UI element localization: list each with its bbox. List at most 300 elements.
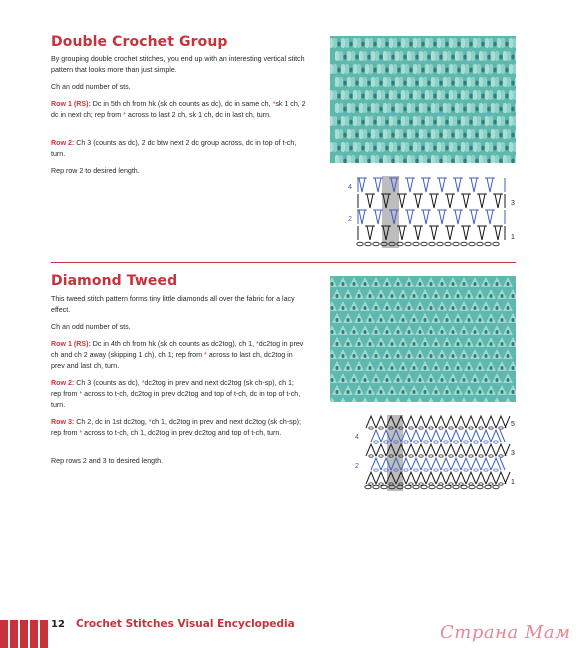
stitch-gap [430,378,433,382]
stitch-texture [471,129,475,139]
stitch-gap [485,306,488,310]
stitch-gap [421,146,424,151]
stitch-gap [433,42,436,47]
stitch-gap [380,366,383,370]
stitch-texture [513,142,516,152]
stitch-gap [463,306,466,310]
stitch-gap [343,107,346,112]
stitch-texture [347,103,351,113]
chain-stitch-symbol [409,427,413,429]
stitch-gap [499,55,502,60]
stitch-texture [419,129,423,139]
stitch-gap [386,330,389,334]
stitch-gap [424,294,427,298]
stitch-texture [465,116,469,126]
dc2tog-symbol [456,444,466,456]
stitch-texture [411,103,415,113]
stitch-texture [423,103,427,113]
dc2tog-symbol [486,444,496,456]
stitch-texture [473,38,477,48]
double-crochet-symbol [370,226,373,240]
stitch-gap [349,94,352,99]
stitch-gap [433,146,436,151]
stitch-texture [347,129,351,139]
stitch-texture [389,90,393,100]
stitch-texture [431,77,435,87]
stitch-texture [467,129,471,139]
diagram-row-label: 5 [511,421,515,428]
stitch-gap [358,318,361,322]
double-crochet-symbol [434,226,437,240]
stitch-texture [339,77,343,87]
stitch-gap [385,146,388,151]
stitch-texture [345,64,349,74]
stitch-gap [481,42,484,47]
stitch-gap [468,342,471,346]
stitch-gap [493,42,496,47]
stitch-texture [443,51,447,61]
stitch-texture [489,38,493,48]
stitch-texture [333,142,337,152]
stitch-gap [474,306,477,310]
stitch-texture [389,142,393,152]
stitch-gap [452,330,455,334]
chain-stitch-symbol [365,485,371,489]
chain-stitch-symbol [484,441,488,443]
stitch-texture [477,90,481,100]
double-crochet-symbol [474,210,477,224]
stitch-texture [335,103,339,113]
chain-stitch-symbol [369,455,373,457]
stitch-texture [449,38,453,48]
stitch-texture [359,129,363,139]
stitch-texture [407,51,411,61]
stitch-texture [351,51,355,61]
stitch-gap [373,42,376,47]
stitch-texture [411,51,415,61]
stitch-gap [353,378,356,382]
stitch-texture [489,116,493,126]
stitch-texture [393,90,397,100]
chain-stitch-symbol [479,455,483,457]
chain-stitch-symbol [459,483,463,485]
stitch-gap [457,294,460,298]
stitch-texture [371,129,375,139]
stitch-texture [465,64,469,74]
row-text: Ch 2, dc in 1st dc2tog, [74,418,149,426]
stitch-texture [389,38,393,48]
stitch-texture [447,103,451,113]
stitch-texture [459,77,463,87]
stitch-gap [355,107,358,112]
stitch-gap [445,146,448,151]
dc2tog-symbol [491,430,501,442]
stitch-gap [336,390,339,394]
chain-stitch-symbol [477,242,483,246]
stitch-gap [441,330,444,334]
chain-stitch-symbol [421,485,427,489]
stitch-gap [435,342,438,346]
stitch-gap [337,146,340,151]
stitch-texture [453,64,457,74]
stitch-gap [479,294,482,298]
chain-stitch-symbol [424,469,428,471]
chain-stitch-symbol [379,455,383,457]
stitch-gap [424,318,427,322]
dc2tog-symbol [371,430,381,442]
stitch-texture [411,155,415,163]
stitch-gap [369,318,372,322]
stitch-texture [495,155,499,163]
stitch-gap [511,81,514,86]
stitch-texture [437,38,441,48]
stitch-texture [461,90,465,100]
stitch-texture [365,90,369,100]
stitch-texture [363,129,367,139]
double-crochet-symbol [402,194,405,208]
stitch-texture [431,51,435,61]
stitch-gap [481,120,484,125]
stitch-texture [369,116,373,126]
stitch-texture [381,38,385,48]
stitch-gap [402,366,405,370]
stitch-gap [373,120,376,125]
stitch-gap [397,68,400,73]
dc2tog-symbol [406,416,416,428]
chain-stitch-symbol [429,242,435,246]
stitch-texture [341,64,345,74]
double-crochet-symbol [498,194,501,208]
stitch-texture [437,116,441,126]
chain-stitch-symbol [494,469,498,471]
dc2tog-symbol [411,430,421,442]
stitch-gap [364,354,367,358]
stitch-texture [441,38,445,48]
row-label: Row 2: [51,139,75,147]
stitch-texture [405,116,409,126]
chain-stitch-symbol [429,427,433,429]
stitch-texture [509,90,513,100]
stitch-texture [369,38,373,48]
stitch-gap [463,354,466,358]
stitch-gap [457,342,460,346]
stitch-texture [473,116,477,126]
stitch-gap [446,366,449,370]
dc2tog-symbol [466,472,476,484]
double-crochet-symbol [362,210,365,224]
dc2tog-symbol [451,430,461,442]
double-crochet-symbol [466,226,469,240]
stitch-texture [453,142,457,152]
stitch-texture [467,155,471,163]
stitch-gap [493,68,496,73]
stitch-gap [336,318,339,322]
stitch-texture [479,51,483,61]
stitch-gap [439,107,442,112]
stitch-texture [483,103,487,113]
double-crochet-symbol [439,178,442,192]
stitch-texture [405,64,409,74]
stitch-texture [485,90,489,100]
stitch-gap [487,133,490,138]
stitch-gap [490,390,493,394]
stitch-gap [512,294,515,298]
stitch-texture [363,51,367,61]
stitch-texture [345,116,349,126]
chain-stitch-symbol [424,441,428,443]
stitch-texture [495,103,499,113]
chain-stitch-symbol [449,483,453,485]
stitch-texture [491,155,495,163]
double-crochet-symbol [410,210,413,224]
stitch-texture [405,38,409,48]
stitch-gap [349,42,352,47]
stitch-gap [349,120,352,125]
stitch-gap [451,55,454,60]
stitch-gap [474,354,477,358]
stitch-gap [403,133,406,138]
stitch-texture [483,51,487,61]
stitch-gap [369,366,372,370]
stitch-gap [337,68,340,73]
stitch-texture [399,77,403,87]
row-text: across to last ch, dc2tog in prev and last ch, turn. [51,351,293,371]
chain-stitch-symbol [479,427,483,429]
stitch-gap [512,318,515,322]
chain-stitch-symbol [449,427,453,429]
dc2tog-symbol [421,430,431,442]
double-crochet-symbol [482,226,485,240]
stitch-texture [473,142,477,152]
stitch-texture [477,142,481,152]
chain-stitch-symbol [464,441,468,443]
stitch-texture [335,77,339,87]
stitch-gap [474,378,477,382]
stitch-gap [408,306,411,310]
stitch-texture [495,77,499,87]
stitch-gap [475,55,478,60]
stitch-gap [349,146,352,151]
stitch-texture [357,38,361,48]
stitch-texture [395,51,399,61]
stitch-texture [389,116,393,126]
stitch-gap [424,390,427,394]
diagram-row-label: 4 [348,184,352,191]
dc2tog-symbol [426,416,436,428]
chain-stitch-symbol [485,485,491,489]
stitch-texture [347,155,351,163]
stitch-texture [501,64,505,74]
section-title-double-crochet-group: Double Crochet Group [51,34,228,50]
stitch-texture [429,64,433,74]
chain-stitch-symbol [369,427,373,429]
double-crochet-symbol [466,194,469,208]
stitch-texture [471,155,475,163]
stitch-gap [499,107,502,112]
stitch-gap [342,306,345,310]
stitch-texture [425,38,429,48]
chain-stitch-symbol [439,427,443,429]
stitch-texture [371,155,375,163]
stitch-texture [497,38,501,48]
stitch-texture [369,142,373,152]
double-crochet-symbol [410,178,413,192]
stitch-gap [347,366,350,370]
stitch-texture [407,77,411,87]
stitch-texture [507,129,511,139]
dc2tog-symbol [451,458,461,470]
stitch-gap [475,81,478,86]
stitch-gap [435,318,438,322]
stitch-gap [435,390,438,394]
diagram-row-label: 1 [511,479,515,486]
stitch-texture [501,116,505,126]
stitch-texture [330,38,333,48]
chain-stitch-symbol [489,455,493,457]
stitch-gap [475,107,478,112]
stitch-gap [451,133,454,138]
stitch-texture [347,51,351,61]
dc2tog-symbol [426,444,436,456]
stitch-texture [425,90,429,100]
chain-stitch-symbol [405,242,411,246]
stitch-texture [399,129,403,139]
intro-paragraph: This tweed stitch pattern forms tiny little diamonds all over the fabric for a lacy effect. [51,295,295,315]
stitch-texture [330,64,333,74]
row-3-instruction [51,417,306,439]
stitch-texture [471,51,475,61]
stitch-texture [381,90,385,100]
stitch-texture [497,64,501,74]
double-crochet-symbol [407,210,410,224]
dc2tog-symbol [456,472,466,484]
stitch-gap [481,146,484,151]
stitch-gap [386,378,389,382]
stitch-texture [407,129,411,139]
stitch-texture [393,142,397,152]
footer-color-bars [0,620,48,648]
dc2tog-symbol [441,458,451,470]
stitch-texture [467,51,471,61]
stitch-texture [431,155,435,163]
stitch-texture [357,142,361,152]
stitch-gap [457,42,460,47]
row-text: across to t-ch, dc2tog in prev dc2tog and top of t-ch, dc in top of t-ch, turn. [51,390,301,410]
stitch-gap [409,68,412,73]
stitch-gap [421,94,424,99]
stitch-texture [455,103,459,113]
stitch-texture [443,77,447,87]
stitch-texture [345,142,349,152]
stitch-gap [413,390,416,394]
stitch-texture [383,129,387,139]
stitch-gap [463,133,466,138]
stitch-texture [449,116,453,126]
stitch-texture [330,116,333,126]
chain-stitch-symbol [413,242,419,246]
stitch-gap [430,306,433,310]
diagram-row-label: 3 [511,450,515,457]
stitch-gap [485,378,488,382]
stitch-gap [419,378,422,382]
stitch-texture [477,38,481,48]
stitch-gap [475,133,478,138]
stitch-gap [499,81,502,86]
stitch-texture [441,142,445,152]
chain-stitch-symbol [485,242,491,246]
stitch-texture [405,90,409,100]
chain-stitch-symbol [413,485,419,489]
stitch-gap [391,318,394,322]
stitch-texture [383,51,387,61]
stitch-gap [445,94,448,99]
stitch-texture [363,103,367,113]
row-text: Ch 3 (counts as dc), [74,379,142,387]
stitch-texture [479,77,483,87]
stitch-gap [457,146,460,151]
stitch-texture [417,90,421,100]
stitch-texture [435,103,439,113]
stitch-gap [397,42,400,47]
stitch-gap [505,120,508,125]
stitch-gap [439,81,442,86]
stitch-texture [507,103,511,113]
chain-stitch-symbol [499,483,503,485]
chain-stitch-symbol [404,469,408,471]
stitch-texture [437,142,441,152]
chain-stitch-symbol [414,441,418,443]
stitch-gap [408,282,411,286]
stitch-gap [380,342,383,346]
stitch-gap [358,342,361,346]
stitch-gap [463,81,466,86]
dc2tog-symbol [366,416,376,428]
stitch-gap [409,120,412,125]
stitch-texture [395,129,399,139]
stitch-texture [371,51,375,61]
stitch-texture [339,51,343,61]
dc2tog-symbol [411,458,421,470]
stitch-texture [459,103,463,113]
stitch-gap [441,306,444,310]
stitch-texture [495,51,499,61]
stitch-texture [483,77,487,87]
double-crochet-symbol [474,178,477,192]
dc2tog-symbol [436,472,446,484]
chain-stitch-symbol [439,455,443,457]
double-crochet-symbol [359,178,362,192]
stitch-gap [379,107,382,112]
stitch-texture [413,116,417,126]
stitch-texture [399,103,403,113]
stitch-gap [512,342,515,346]
stitch-gap [457,390,460,394]
stitch-texture [341,142,345,152]
stitch-texture [429,38,433,48]
stitch-texture [353,116,357,126]
section-title-diamond-tweed: Diamond Tweed [51,273,178,289]
stitch-gap [485,330,488,334]
stitch-texture [513,64,516,74]
stitch-texture [417,64,421,74]
stitch-texture [383,155,387,163]
swatch-photo-double-crochet-group [330,36,516,163]
dc2tog-symbol [436,444,446,456]
stitch-gap [369,390,372,394]
stitch-texture [419,77,423,87]
stitch-texture [491,77,495,87]
chain-stitch-symbol [419,455,423,457]
